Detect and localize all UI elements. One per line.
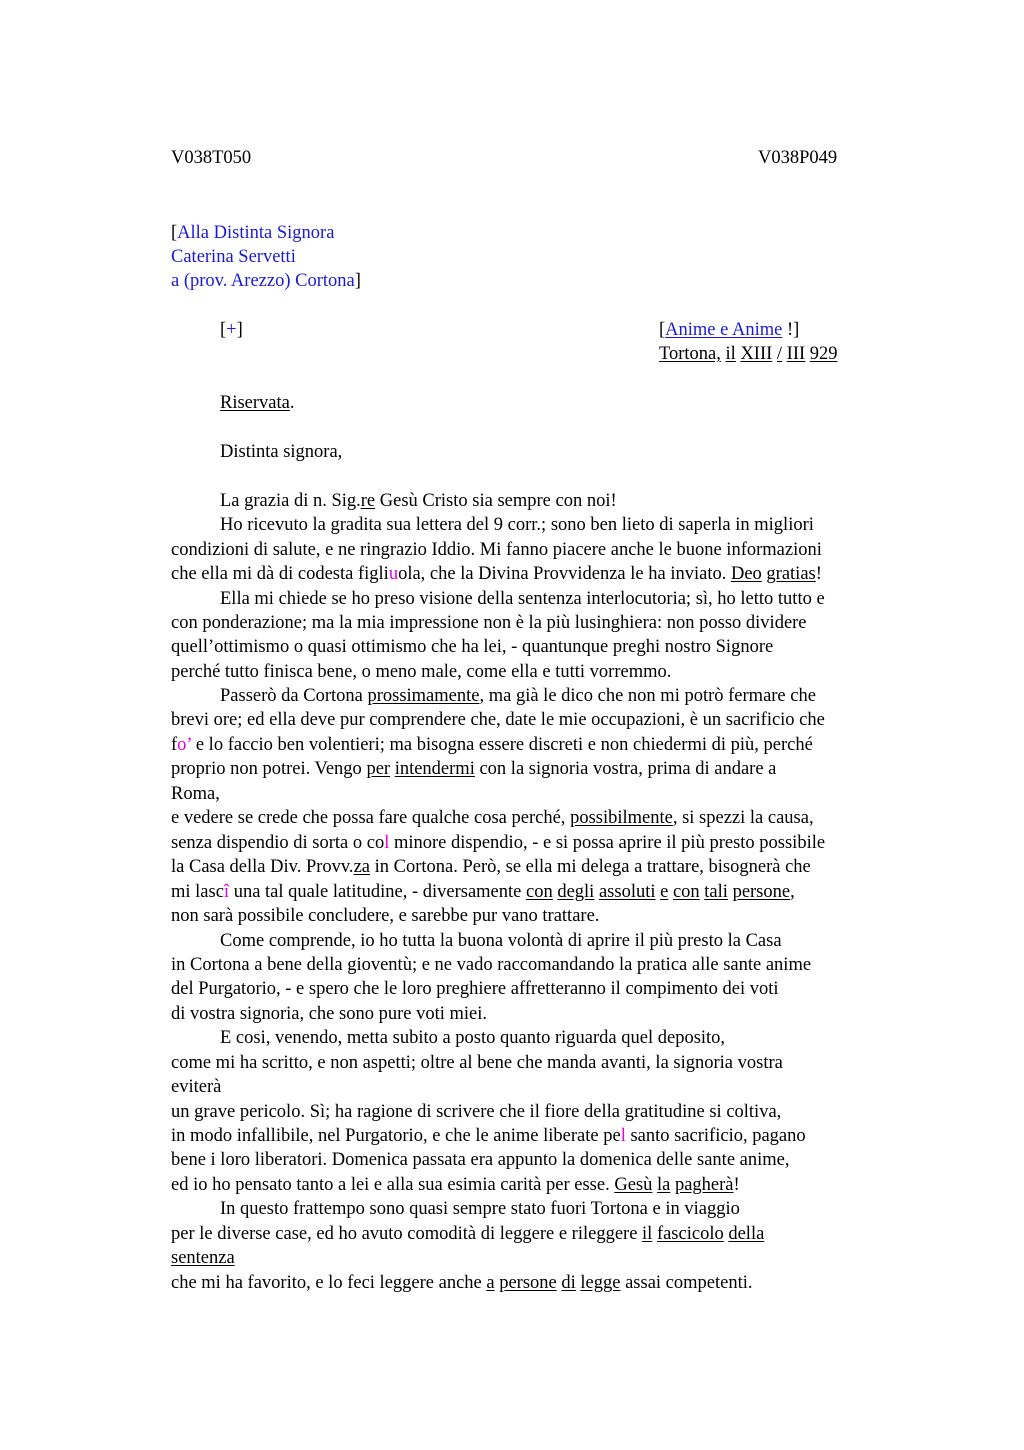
body-line: Ella mi chiede se ho preso visione della sentenza interlocutoria; sì, ho letto tutto e xyxy=(220,589,825,609)
body-line: perché tutto finisca bene, o meno male, come ella e tutti vorremmo. xyxy=(171,662,672,682)
body-line: che ella mi dà di codesta figliuola, che la Divina Provvidenza le ha inviato. Deo gratias! xyxy=(171,564,822,584)
address-line-3: a (prov. Arezzo) Cortona] xyxy=(171,271,361,291)
body-line: come mi ha scritto, e non aspetti; oltre al bene che manda avanti, la signoria vostra xyxy=(171,1053,783,1073)
body-line: in modo infallibile, nel Purgatorio, e che le anime liberate pel santo sacrificio, pagano xyxy=(171,1126,806,1146)
reserved-note: Riservata. xyxy=(220,393,295,413)
body-line: non sarà possibile concludere, e sarebbe pur vano trattare. xyxy=(171,906,600,926)
address-line-2: Caterina Servetti xyxy=(171,247,296,267)
document-code-right: V038P049 xyxy=(758,148,838,168)
body-line: ed io ho pensato tanto a lei e alla sua esimia carità per esse. Gesù la pagherà! xyxy=(171,1175,740,1195)
body-line: un grave pericolo. Sì; ha ragione di scrivere che il fiore della gratitudine si coltiva, xyxy=(171,1102,782,1122)
body-line: quell’ottimismo o quasi ottimismo che ha lei, - quantunque preghi nostro Signore xyxy=(171,637,774,657)
body-line: proprio non potrei. Vengo per intendermi con la signoria vostra, prima di andare a xyxy=(171,759,777,779)
body-line: E cosi, venendo, metta subito a posto quanto riguarda quel deposito, xyxy=(220,1028,726,1048)
body-line: eviterà xyxy=(171,1077,222,1097)
body-line: la Casa della Div. Provv.za in Cortona. Però, se ella mi delega a trattare, bisognerà che xyxy=(171,857,811,877)
motto: [Anime e Anime !] xyxy=(659,320,800,340)
body-line: in Cortona a bene della gioventù; e ne vado raccomandando la pratica alle sante anime xyxy=(171,955,812,975)
document-code-left: V038T050 xyxy=(171,148,252,168)
body-line: e vedere se crede che possa fare qualche cosa perché, possibilmente, si spezzi la causa, xyxy=(171,808,814,828)
body-line: Come comprende, io ho tutta la buona volontà di aprire il più presto la Casa xyxy=(220,931,782,951)
body-line: di vostra signoria, che sono pure voti miei. xyxy=(171,1004,487,1024)
body-line: per le diverse case, ed ho avuto comodità di leggere e rileggere il fascicolo della xyxy=(171,1224,765,1244)
body-line: Passerò da Cortona prossimamente, ma già le dico che non mi potrò fermare che xyxy=(220,686,816,706)
body-line: La grazia di n. Sig.re Gesù Cristo sia sempre con noi! xyxy=(220,491,617,511)
place-date: Tortona, il XIII / III 929 xyxy=(659,344,838,364)
body-line: brevi ore; ed ella deve pur comprendere che, date le mie occupazioni, è un sacrificio che xyxy=(171,710,825,730)
body-line: mi lascî una tal quale latitudine, - diversamente con degli assoluti e con tali persone, xyxy=(171,882,795,902)
body-line: che mi ha favorito, e lo feci leggere anche a persone di legge assai competenti. xyxy=(171,1273,753,1293)
salutation: Distinta signora, xyxy=(220,442,343,462)
body-line: fo’ e lo faccio ben volentieri; ma bisogna essere discreti e non chiedermi di più, perché xyxy=(171,735,813,755)
body-line: del Purgatorio, - e spero che le loro preghiere affretteranno il compimento dei voti xyxy=(171,979,779,999)
body-line: condizioni di salute, e ne ringrazio Iddio. Mi fanno piacere anche le buone informazioni xyxy=(171,540,822,560)
body-line: Ho ricevuto la gradita sua lettera del 9 corr.; sono ben lieto di saperla in migliori xyxy=(220,515,814,535)
body-line: senza dispendio di sorta o col minore dispendio, - e si possa aprire il più presto possibile xyxy=(171,833,826,853)
body-line: bene i loro liberatori. Domenica passata era appunto la domenica delle sante anime, xyxy=(171,1150,790,1170)
body-line: Roma, xyxy=(171,784,220,804)
body-line: con ponderazione; ma la mia impressione non è la più lusinghiera: non posso dividere xyxy=(171,613,807,633)
cross-symbol: [+] xyxy=(220,320,243,340)
body-line: In questo frattempo sono quasi sempre stato fuori Tortona e in viaggio xyxy=(220,1199,740,1219)
address-line-1: [Alla Distinta Signora xyxy=(171,223,335,243)
body-line: sentenza xyxy=(171,1248,235,1268)
